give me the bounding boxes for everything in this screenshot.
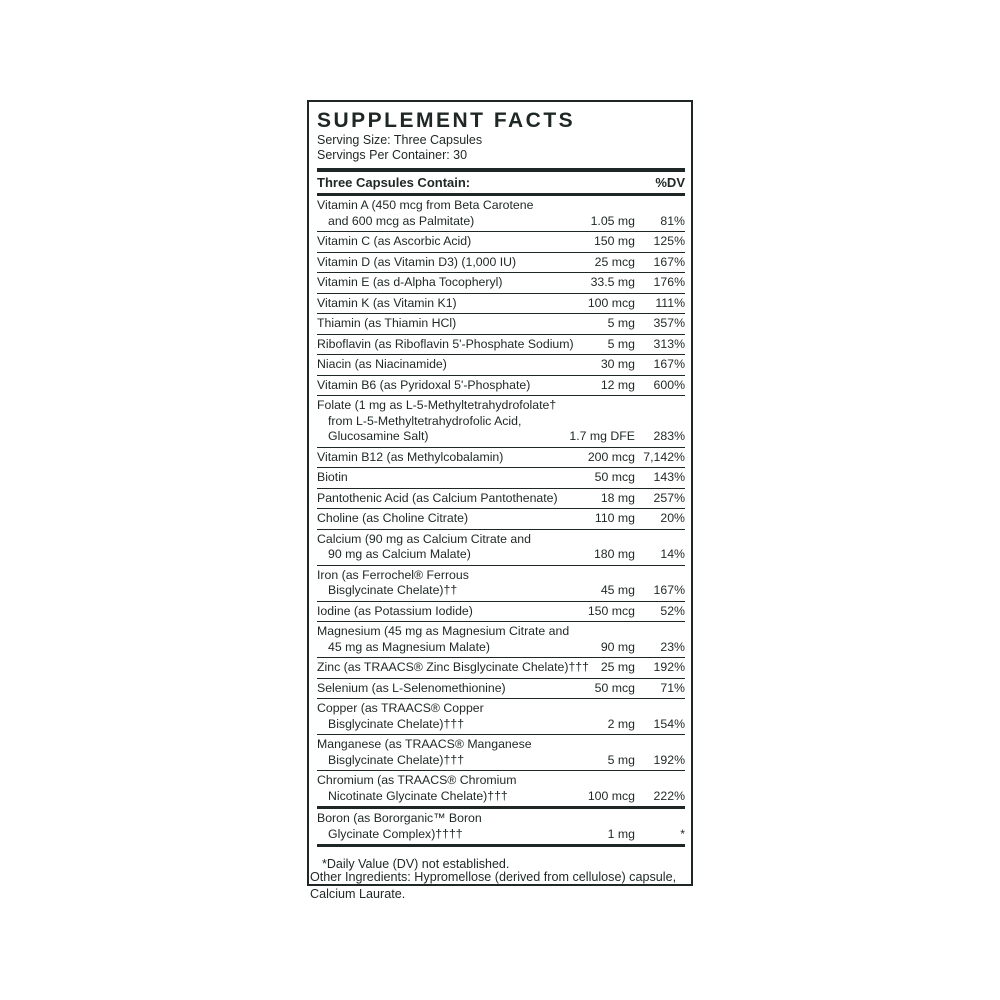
nutrient-dv: 192% [653, 752, 685, 767]
nutrient-name-line: Glycinate Complex)†††† [328, 826, 463, 841]
dv-footnote: *Daily Value (DV) not established. [322, 857, 510, 871]
nutrient-name [317, 511, 595, 527]
nutrient-dv: 222% [653, 788, 685, 803]
nutrient-name-line: Chromium (as TRAACS® Chromium [317, 773, 517, 787]
nutrient-name [317, 198, 591, 229]
nutrient-amount: 50 mcg [594, 470, 635, 484]
nutrient-name [317, 450, 588, 466]
nutrient-amount: 150 mcg [587, 603, 635, 618]
panel-title: SUPPLEMENT FACTS [317, 109, 576, 132]
nutrient-row [317, 232, 685, 253]
nutrient-row [317, 273, 685, 294]
nutrient-row [317, 448, 685, 469]
nutrient-amount: 200 mcg [587, 449, 635, 464]
nutrient-row [317, 253, 685, 274]
nutrient-row [317, 314, 685, 335]
nutrient-amount: 1 mg [607, 826, 635, 841]
nutrient-name [317, 337, 608, 353]
nutrient-amount: 45 mg [600, 583, 635, 597]
nutrient-amount: 5 mg [607, 336, 635, 351]
nutrient-dv: 167% [653, 357, 685, 371]
nutrient-name [317, 568, 601, 599]
dv-header-label: %DV [655, 175, 685, 190]
nutrient-dv: 14% [660, 547, 685, 561]
nutrient-name [317, 811, 608, 842]
nutrient-dv: 20% [660, 511, 685, 525]
nutrient-dv: 167% [653, 254, 685, 269]
nutrient-row [317, 376, 685, 397]
nutrient-name-line: Vitamin D (as Vitamin D3) (1,000 IU) [317, 254, 517, 269]
serving-size: Serving Size: Three Capsules [317, 133, 483, 147]
nutrient-name-line: Vitamin E (as d-Alpha Tocopheryl) [317, 275, 503, 289]
nutrient-name-line: Biotin [317, 470, 348, 484]
nutrient-name [317, 470, 595, 486]
nutrient-name-line: and 600 mcg as Palmitate) [328, 213, 475, 228]
nutrient-name-line: 90 mg as Calcium Malate) [328, 547, 471, 561]
nutrient-name-line: Pantothenic Acid (as Calcium Pantothenate) [317, 490, 558, 505]
nutrient-name-line: 45 mg as Magnesium Malate) [328, 639, 490, 654]
other-ingredients: Other Ingredients: Hypromellose (derived from cellulose) capsule, Calcium Laurate. [310, 870, 677, 901]
nutrient-row [317, 809, 685, 844]
nutrient-row [317, 679, 685, 700]
nutrient-name-line: Vitamin B6 (as Pyridoxal 5'-Phosphate) [317, 377, 531, 392]
nutrient-name-line: Vitamin C (as Ascorbic Acid) [317, 234, 472, 248]
nutrient-name-line: Vitamin K (as Vitamin K1) [317, 295, 457, 310]
nutrient-name [317, 681, 595, 697]
nutrient-name [317, 660, 601, 676]
nutrient-name-line: Bisglycinate Chelate)††† [328, 752, 465, 767]
nutrient-name [317, 275, 591, 291]
nutrient-name [317, 604, 588, 620]
nutrient-name-line: Thiamin (as Thiamin HCl) [317, 316, 457, 330]
nutrient-name [317, 532, 594, 563]
nutrient-name [317, 316, 608, 332]
contain-header-label: Three Capsules Contain: [317, 175, 471, 190]
nutrient-name-line: Manganese (as TRAACS® Manganese [317, 737, 532, 751]
nutrient-dv: 176% [653, 275, 685, 289]
nutrient-name-line: Niacin (as Niacinamide) [317, 357, 447, 371]
nutrient-dv: 143% [653, 470, 685, 484]
nutrient-name [317, 491, 601, 507]
nutrient-name [317, 296, 588, 312]
nutrient-amount: 25 mcg [594, 254, 635, 269]
nutrient-name-line: Riboflavin (as Riboflavin 5'-Phosphate Sodium) [317, 336, 574, 351]
nutrient-amount: 5 mg [607, 316, 635, 330]
nutrient-amount: 1.05 mg [590, 213, 635, 228]
nutrient-name [317, 624, 601, 655]
nutrient-row [317, 355, 685, 376]
supplement-facts-panel [307, 100, 693, 886]
nutrient-name-line: from L-5-Methyltetrahydrofolic Acid, [328, 413, 522, 428]
nutrient-amount: 30 mg [600, 357, 635, 371]
nutrient-name [317, 234, 594, 250]
nutrient-name-line: Nicotinate Glycinate Chelate)††† [328, 788, 508, 803]
nutrient-dv: 283% [653, 429, 685, 443]
nutrient-name [317, 378, 601, 394]
nutrient-name-line: Iron (as Ferrochel® Ferrous [317, 567, 469, 582]
nutrient-dv: * [680, 826, 685, 841]
nutrient-row [317, 396, 685, 448]
nutrient-name-line: Vitamin B12 (as Methylcobalamin) [317, 449, 504, 464]
nutrient-row [317, 335, 685, 356]
nutrient-name [317, 357, 601, 373]
nutrient-name-line: Choline (as Choline Citrate) [317, 511, 469, 525]
nutrient-name-line: Vitamin A (450 mcg from Beta Carotene [317, 198, 534, 212]
nutrient-amount: 150 mg [593, 234, 635, 248]
nutrient-amount: 33.5 mg [590, 275, 635, 289]
nutrient-row [317, 294, 685, 315]
nutrient-row [317, 699, 685, 735]
nutrient-dv: 71% [660, 680, 685, 695]
servings-per-container: Servings Per Container: 30 [317, 148, 468, 162]
nutrient-name-line: Glucosamine Salt) [328, 429, 429, 443]
nutrient-row [317, 622, 685, 658]
nutrient-table [317, 196, 685, 809]
nutrient-dv: 52% [660, 603, 685, 618]
nutrient-name-line: Calcium (90 mg as Calcium Citrate and [317, 531, 531, 546]
nutrient-row [317, 509, 685, 530]
nutrient-amount: 90 mg [600, 639, 635, 654]
nutrient-row [317, 468, 685, 489]
nutrient-amount: 110 mg [594, 511, 635, 525]
nutrient-row [317, 602, 685, 623]
table-header-row [317, 172, 685, 196]
nutrient-row [317, 735, 685, 771]
nutrient-amount: 180 mg [593, 547, 635, 561]
nutrient-name [317, 773, 588, 804]
nutrient-dv: 111% [655, 295, 685, 310]
nutrient-row [317, 489, 685, 510]
nutrient-row [317, 771, 685, 809]
nutrient-dv: 7,142% [643, 449, 685, 464]
nutrient-row [317, 196, 685, 232]
nutrient-name-line: Zinc (as TRAACS® Zinc Bisglycinate Chelate)††† [317, 660, 589, 674]
nutrient-dv: 154% [653, 716, 685, 731]
nutrient-name [317, 255, 595, 271]
nutrient-name-line: Selenium (as L-Selenomethionine) [317, 680, 506, 695]
nutrient-amount: 100 mcg [587, 788, 635, 803]
nutrient-dv: 23% [660, 639, 685, 654]
nutrient-amount: 100 mcg [587, 295, 635, 310]
nutrient-dv: 600% [653, 377, 685, 392]
nutrient-dv: 357% [653, 316, 685, 330]
nutrient-row [317, 530, 685, 566]
nutrient-amount: 2 mg [607, 716, 635, 731]
nutrient-name [317, 398, 569, 445]
nutrient-name-line: Copper (as TRAACS® Copper [317, 701, 484, 715]
nutrient-dv: 125% [653, 234, 685, 248]
nutrient-name-line: Bisglycinate Chelate)††† [328, 716, 465, 731]
nutrient-dv: 313% [653, 336, 685, 351]
nutrient-amount: 12 mg [600, 377, 635, 392]
nutrient-name-line: Magnesium (45 mg as Magnesium Citrate and [317, 624, 570, 638]
nutrient-amount: 18 mg [600, 490, 635, 505]
nutrient-name [317, 737, 608, 768]
nutrient-dv: 81% [660, 213, 685, 228]
nutrient-amount: 1.7 mg DFE [569, 429, 635, 443]
nutrient-dv: 192% [653, 660, 685, 674]
nutrient-name-line: Boron (as Bororganic™ Boron [317, 811, 482, 825]
nutrient-name-line: Bisglycinate Chelate)†† [328, 583, 458, 597]
nutrient-amount: 25 mg [600, 660, 635, 674]
nutrient-amount: 50 mcg [594, 680, 635, 695]
nutrient-row [317, 566, 685, 602]
nutrient-table-no-dv [317, 809, 685, 844]
nutrient-dv: 167% [653, 583, 685, 597]
nutrient-name [317, 701, 608, 732]
nutrient-amount: 5 mg [607, 752, 635, 767]
nutrient-name-line: Folate (1 mg as L-5-Methyltetrahydrofolate† [317, 398, 557, 412]
nutrient-row [317, 658, 685, 679]
nutrient-dv: 257% [653, 490, 685, 505]
nutrient-name-line: Iodine (as Potassium Iodide) [317, 603, 473, 618]
